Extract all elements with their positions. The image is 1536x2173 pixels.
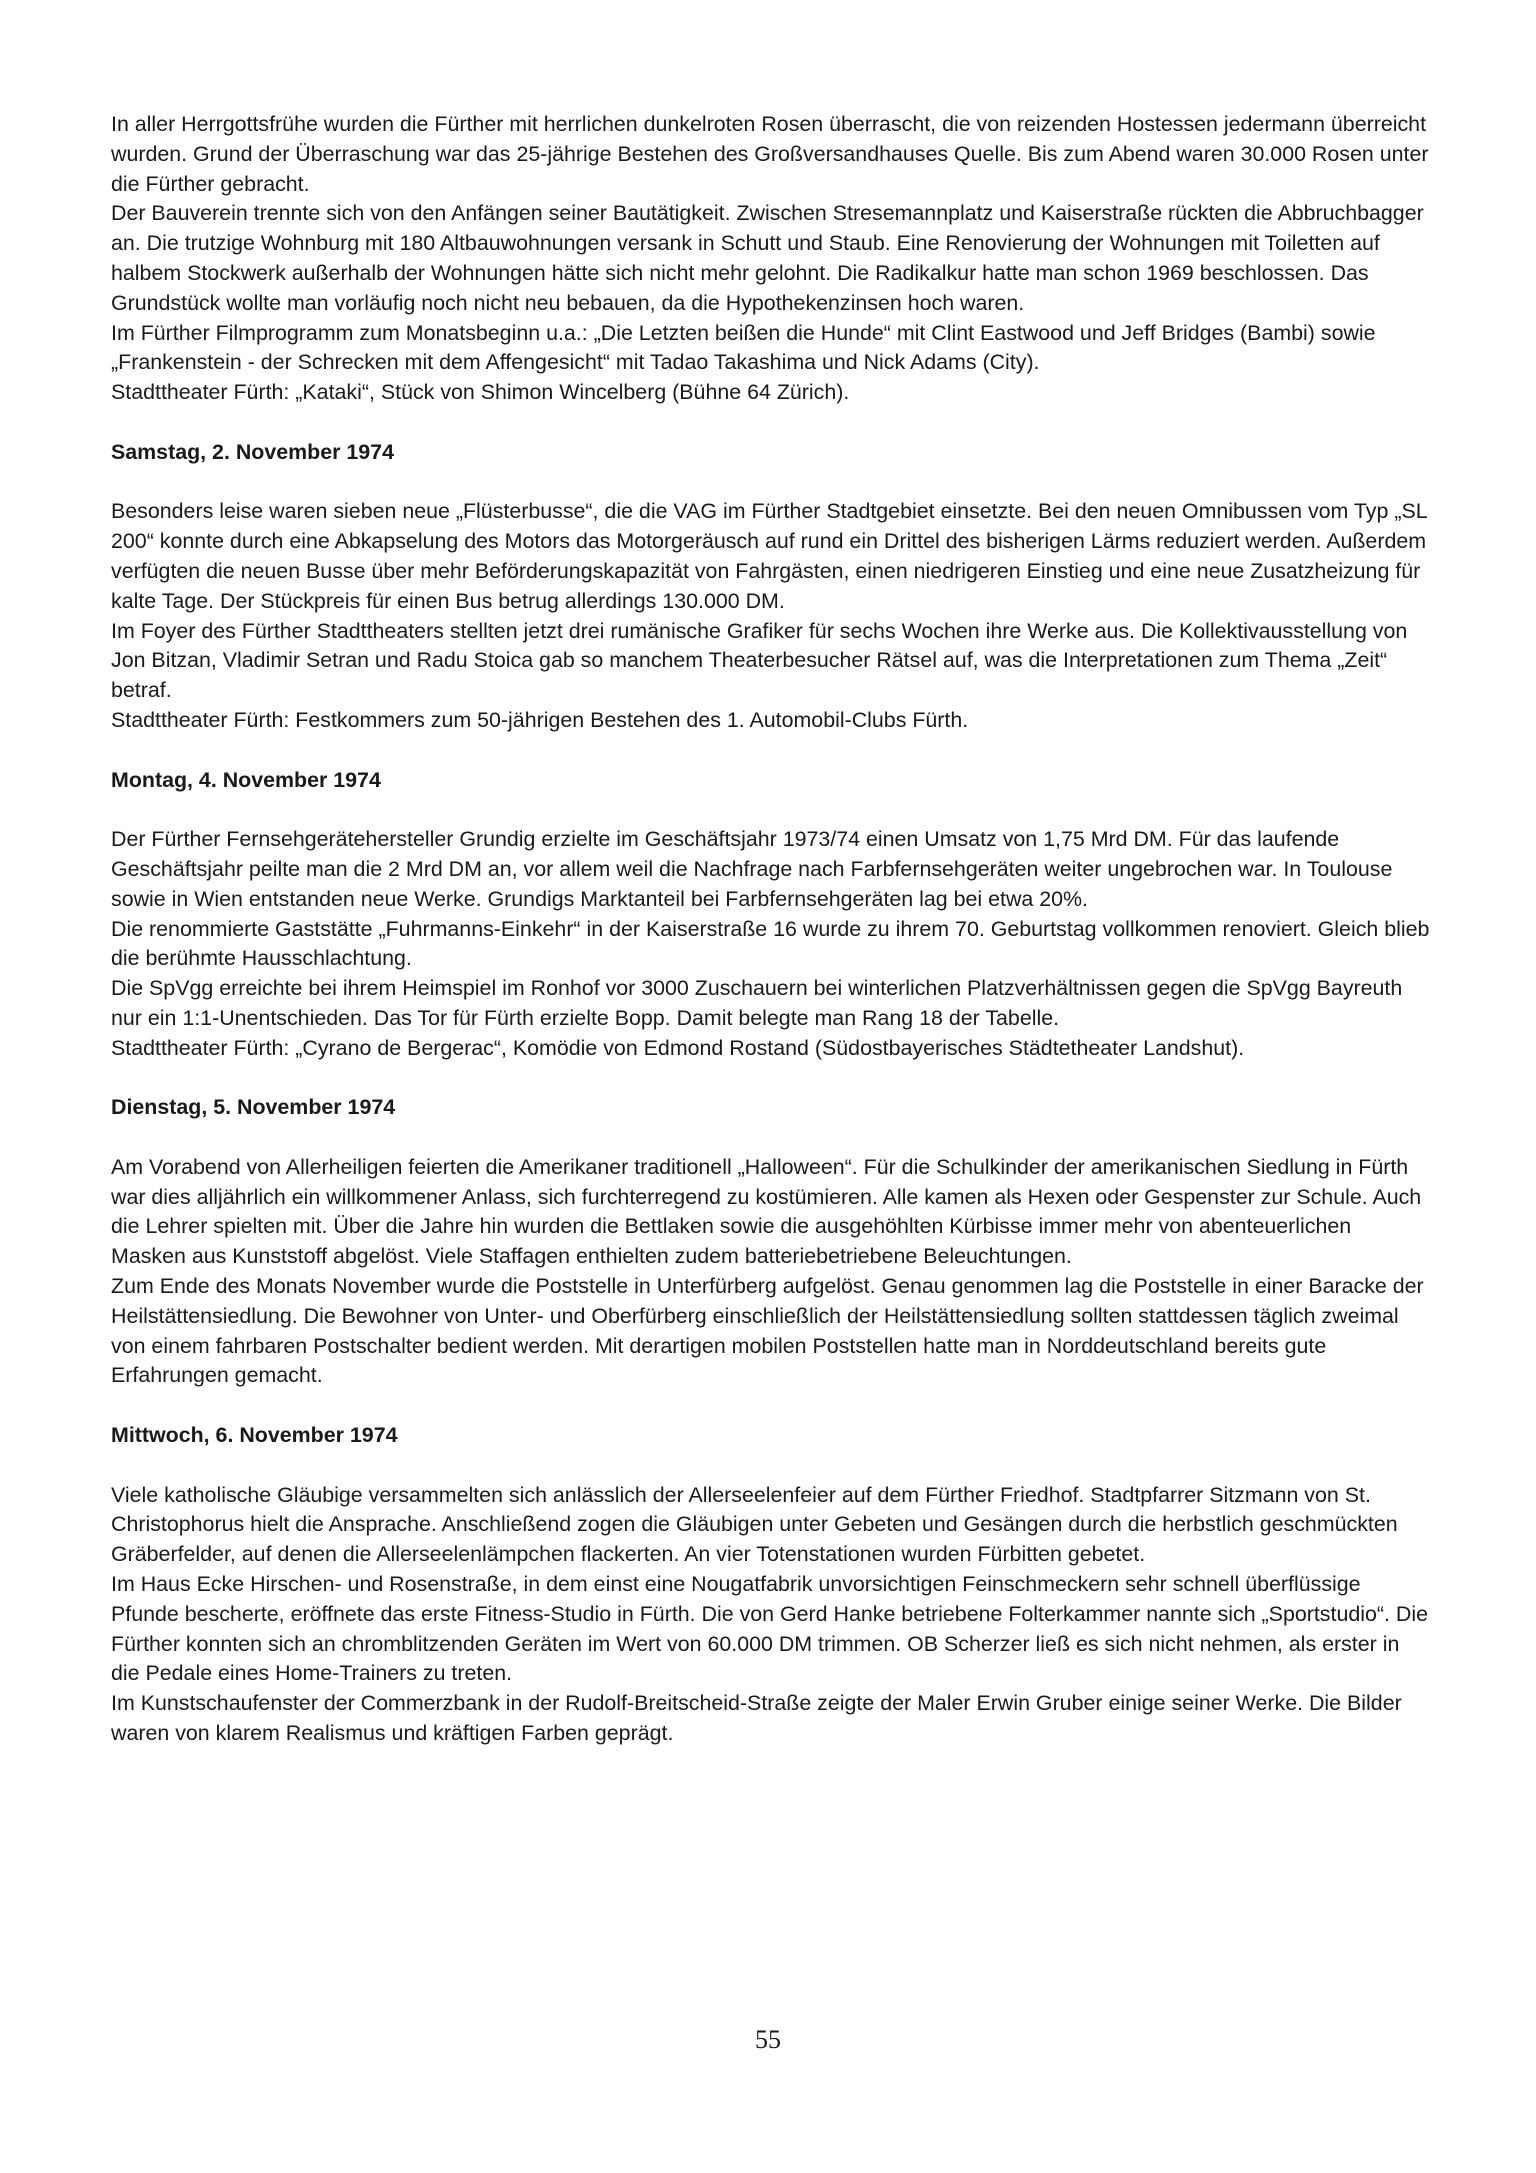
paragraph: Der Fürther Fernsehgerätehersteller Grundig erzielte im Geschäftsjahr 1973/74 einen Umsatz von 1,75 Mrd DM. Für das laufende Geschäftsjahr peilte man die 2 Mrd DM an, vor allem weil die Nachfrage nach Farbfernsehgeräten weiter ungebrochen war. In Toulouse sowie in Wien entstanden neue Werke. Grundigs Marktanteil bei Farbfernsehgeräten lag bei etwa 20%. <box>111 827 1393 911</box>
page-number: 55 <box>755 2025 781 2054</box>
paragraph: Die renommierte Gaststätte „Fuhrmanns-Einkehr“ in der Kaiserstraße 16 wurde zu ihrem 70. Geburtstag vollkommen renoviert. Gleich blieb die berühmte Hausschlachtung. <box>111 916 1430 971</box>
paragraph: Besonders leise waren sieben neue „Flüsterbusse“, die die VAG im Fürther Stadtgebiet einsetzte. Bei den neuen Omnibussen vom Typ „SL 200“ konnte durch eine Abkapselung des Motors das Motorgeräusch auf rund ein Drittel des bisherigen Lärms reduziert werden. Außerdem verfügten die neuen Busse über mehr Beförderungskapazität von Fahrgästen, einen niedrigeren Einstieg und eine neue Zusatzheizung für kalte Tage. Der Stückpreis für einen Bus betrug allerdings 130.000 DM. <box>111 499 1427 613</box>
paragraph: In aller Herrgottsfrühe wurden die Fürther mit herrlichen dunkelroten Rosen überrascht, die von reizenden Hostessen jedermann überreicht wurden. Grund der Überraschung war das 25-jährige Bestehen des Großversandhauses Quelle. Bis zum Abend waren 30.000 Rosen unter die Fürther gebracht. <box>111 112 1429 196</box>
document-body <box>111 110 1431 1749</box>
paragraph: Im Kunstschaufenster der Commerzbank in der Rudolf-Breitscheid-Straße zeigte der Maler Erwin Gruber einige seiner Werke. Die Bilder waren von klarem Realismus und kräftigen Farben geprägt. <box>111 1691 1402 1746</box>
paragraph: Im Fürther Filmprogramm zum Monatsbeginn u.a.: „Die Letzten beißen die Hunde“ mit Clint Eastwood und Jeff Bridges (Bambi) sowie „Frankenstein - der Schrecken mit dem Affengesicht“ mit Tadao Takashima und Nick Adams (City). <box>111 320 1376 375</box>
paragraph: Stadttheater Fürth: „Cyrano de Bergerac“, Komödie von Edmond Rostand (Südostbayerisches Städtetheater Landshut). <box>111 1035 1245 1060</box>
paragraph: Stadttheater Fürth: „Kataki“, Stück von Shimon Wincelberg (Bühne 64 Zürich). <box>111 380 850 405</box>
paragraph: Im Haus Ecke Hirschen- und Rosenstraße, in dem einst eine Nougatfabrik unvorsichtigen Feinschmeckern sehr schnell überflüssige Pfunde bescherte, eröffnete das erste Fitness-Studio in Fürth. Die von Gerd Hanke betriebene Folterkammer nannte sich „Sportstudio“. Die Fürther konnten sich an chromblitzenden Geräten im Wert von 60.000 DM trimmen. OB Scherzer ließ es sich nicht nehmen, als erster in die Pedale eines Home-Trainers zu treten. <box>111 1572 1428 1686</box>
paragraph: Die SpVgg erreichte bei ihrem Heimspiel im Ronhof vor 3000 Zuschauern bei winterlichen Platzverhältnissen gegen die SpVgg Bayreuth nur ein 1:1-Unentschieden. Das Tor für Fürth erzielte Bopp. Damit belegte man Rang 18 der Tabelle. <box>111 976 1403 1030</box>
paragraph: Im Foyer des Fürther Stadttheaters stellten jetzt drei rumänische Grafiker für sechs Wochen ihre Werke aus. Die Kollektivausstellung von Jon Bitzan, Vladimir Setran und Radu Stoica gab so manchem Theaterbesucher Rätsel auf, was die Interpretationen zum Thema „Zeit“ betraf. <box>111 618 1408 703</box>
paragraph: Der Bauverein trennte sich von den Anfängen seiner Bautätigkeit. Zwischen Stresemannplatz und Kaiserstraße rückten die Abbruchbagger an. Die trutzige Wohnburg mit 180 Altbauwohnungen versank in Schutt und Staub. Eine Renovierung der Wohnungen mit Toiletten auf halbem Stockwerk außerhalb der Wohnungen hätte sich nicht mehr gelohnt. Die Radikalkur hatte man schon 1969 beschlossen. Das Grundstück wollte man vorläufig noch nicht neu bebauen, da die Hypothekenzinsen hoch waren. <box>111 201 1424 315</box>
paragraph: Am Vorabend von Allerheiligen feierten die Amerikaner traditionell „Halloween“. Für die Schulkinder der amerikanischen Siedlung in Fürth war dies alljährlich ein willkommener Anlass, sich furchterregend zu kostümieren. Alle kamen als Hexen oder Gespenster zur Schule. Auch die Lehrer spielten mit. Über die Jahre hin wurden die Bettlaken sowie die ausgehöhlten Kürbisse immer mehr von abenteuerlichen Masken aus Kunststoff abgelöst. Viele Staffagen enthielten zudem batteriebetriebene Beleuchtungen. <box>111 1154 1422 1269</box>
paragraph: Stadttheater Fürth: Festkommers zum 50-jährigen Bestehen des 1. Automobil-Clubs Fürth. <box>111 707 969 732</box>
section-heading: Dienstag, 5. November 1974 <box>111 1095 396 1120</box>
section-heading: Mittwoch, 6. November 1974 <box>111 1423 398 1448</box>
section-heading: Montag, 4. November 1974 <box>111 767 381 792</box>
section-heading: Samstag, 2. November 1974 <box>111 439 394 464</box>
paragraph: Zum Ende des Monats November wurde die Poststelle in Unterfürberg aufgelöst. Genau genommen lag die Poststelle in einer Baracke der Heilstättensiedlung. Die Bewohner von Unter- und Oberfürberg einschließlich der Heilstättensiedlung sollten stattdessen täglich zweimal von einem fahrbaren Postschalter bedient werden. Mit derartigen mobilen Poststellen hatte man in Norddeutschland bereits gute Erfahrungen gemacht. <box>111 1274 1424 1388</box>
paragraph: Viele katholische Gläubige versammelten sich anlässlich der Allerseelenfeier auf dem Fürther Friedhof. Stadtpfarrer Sitzmann von St. Christophorus hielt die Ansprache. Anschließend zogen die Gläubigen unter Gebeten und Gesängen durch die herbstlich geschmückten Gräberfelder, auf denen die Allerseelenlämpchen flackerten. An vier Totenstationen wurden Fürbitten gebetet. <box>111 1482 1398 1567</box>
